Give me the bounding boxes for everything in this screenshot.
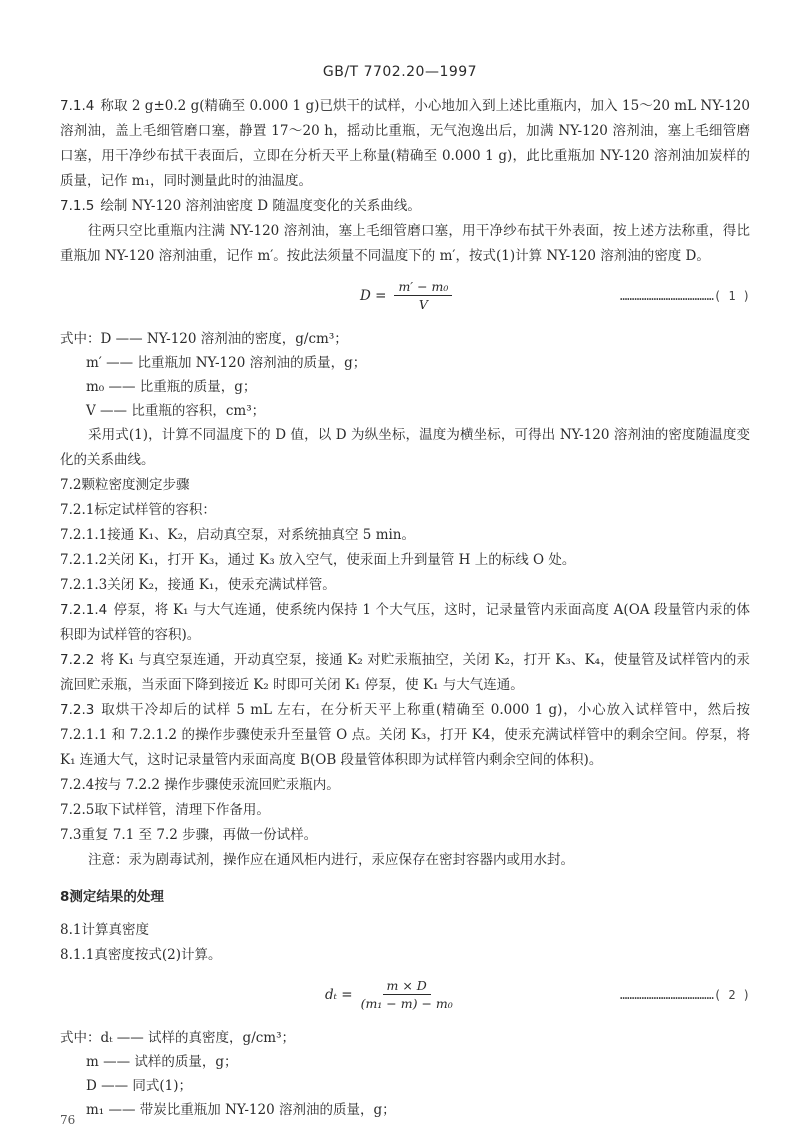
clause-number: 8.1.1 [60, 947, 95, 963]
clause-text: 停泵，将 K₁ 与大气连通，使系统内保持 1 个大气压，这时，记录量管内汞面高度 A(OA 段量管内汞的体积即为试样管的容积)。 [60, 602, 750, 643]
clause-number: 7.2.1.3 [60, 577, 108, 593]
clause-7-2-1-4 [60, 598, 750, 648]
formula-denominator: V [418, 297, 428, 312]
where-line: V —— 比重瓶的容积，cm³； [86, 403, 266, 419]
clause-text: 关闭 K₂，接通 K₁，使汞充满试样管。 [107, 577, 336, 593]
where-line: m₁ —— 带炭比重瓶加 NY-120 溶剂油的质量，g； [86, 1102, 396, 1118]
clause-number: 7.2.1.2 [60, 552, 108, 568]
clause-text: 将 K₁ 与真空泵连通，开动真空泵，接通 K₂ 对贮汞瓶抽空，关闭 K₂，打开 K₃、K₄，使量管及试样管内的汞流回贮汞瓶，当汞面下降到接近 K₂ 时即可关闭 K₁ 停泵，使 K₁ 与大气连通。 [60, 652, 750, 693]
formula-2 [60, 974, 750, 1022]
where-line: m₀ —— 比重瓶的质量，g； [86, 379, 257, 395]
page-number: 76 [60, 1113, 76, 1127]
section-title: 测定结果的处理 [69, 889, 164, 905]
clause-text: 取下试样管，清理下作备用。 [94, 802, 270, 818]
clause-text: 关闭 K₁，打开 K₃，通过 K₃ 放入空气，使汞面上升到量管 H 上的标线 O 处。 [107, 552, 576, 568]
clause-7-1-5-body: 往两只空比重瓶内注满 NY-120 溶剂油，塞上毛细管磨口塞，用干净纱布拭干外表面，按上述方法称重，得比重瓶加 NY-120 溶剂油重，记作 m′。按此法须量不同温度下的 m′，按式(1)计算 NY-120 溶剂油的密度 D。 [60, 223, 750, 264]
clause-number: 7.2.3 [60, 702, 95, 718]
formula-1 [60, 275, 750, 323]
clause-text: 接通 K₁、K₂，启动真空泵，对系统抽真空 5 min。 [107, 527, 416, 543]
clause-8-1-1 [60, 943, 750, 968]
where-line: 式中：D —— NY-120 溶剂油的密度，g/cm³； [60, 331, 348, 347]
clause-text: 按与 7.2.2 操作步骤使汞流回贮汞瓶内。 [94, 777, 340, 793]
clause-text: 颗粒密度测定步骤 [81, 477, 190, 493]
clause-number: 8.1 [60, 922, 82, 938]
document-body [60, 94, 750, 1122]
section-number: 8 [60, 889, 70, 905]
after-formula-1: 采用式(1)，计算不同温度下的 D 值，以 D 为纵坐标，温度为横坐标，可得出 NY-120 溶剂油的密度随温度变化的关系曲线。 [60, 427, 750, 468]
clause-7-2-1 [60, 498, 750, 523]
clause-text: 真密度按式(2)计算。 [94, 947, 222, 963]
clause-7-2-1-2 [60, 548, 750, 573]
clause-number: 7.2.4 [60, 777, 95, 793]
clause-7-3 [60, 823, 750, 848]
clause-text: 取烘干冷却后的试样 5 mL 左右，在分析天平上称重(精确至 0.000 1 g)，小心放入试样管中，然后按 7.2.1.1 和 7.2.1.2 的操作步骤使汞升至量管 O 点。关闭 K₃，打开 K4，使汞充满试样管中的剩余空间。停泵，将 K₁ 连通大气，这时记录量管内汞面高度 B(OB 段量管体积即为试样管内剩余空间的体积)。 [60, 702, 750, 768]
clause-number: 7.2.5 [60, 802, 95, 818]
clause-text: 标定试样管的容积： [94, 502, 216, 518]
clause-text: 计算真密度 [81, 922, 149, 938]
clause-7-2-4 [60, 773, 750, 798]
clause-8-1 [60, 918, 750, 943]
clause-7-1-5 [60, 194, 750, 219]
formula-lhs: dₜ = [325, 986, 353, 1003]
clause-number: 7.3 [60, 827, 82, 843]
where-line: 式中：dₜ —— 试样的真密度，g/cm³； [60, 1030, 296, 1046]
clause-7-2-2 [60, 648, 750, 698]
clause-number: 7.2.1 [60, 502, 95, 518]
section-8-heading [60, 885, 750, 910]
formula-denominator: (m₁ − m) − m₀ [360, 996, 453, 1011]
where-line: D —— 同式(1)； [86, 1078, 193, 1094]
standard-header: GB/T 7702.20—1997 [322, 64, 478, 80]
clause-text: 绘制 NY-120 溶剂油密度 D 随温度变化的关系曲线。 [100, 198, 421, 214]
where-line: m —— 试样的质量，g； [86, 1054, 238, 1070]
equation-number: …………………………………( 1 ) [619, 289, 750, 303]
clause-7-1-4 [60, 94, 750, 194]
formula-lhs: D = [360, 287, 387, 304]
clause-number: 7.2.1.1 [60, 527, 108, 543]
clause-7-2-3 [60, 698, 750, 773]
clause-text: 称取 2 g±0.2 g(精确至 0.000 1 g)已烘干的试样，小心地加入到上述比重瓶内，加入 15～20 mL NY-120 溶剂油，盖上毛细管磨口塞，静置 17～20 h，摇动比重瓶，无气泡逸出后，加满 NY-120 溶剂油，塞上毛细管磨口塞，用干净纱布拭干表面后，立即在分析天平上称量(精确至 0.000 1 g)，此比重瓶加 NY-120 溶剂油加炭样的质量，记作 m₁，同时测量此时的油温度。 [60, 98, 750, 189]
equation-number: …………………………………( 2 ) [619, 988, 750, 1002]
clause-text: 重复 7.1 至 7.2 步骤，再做一份试样。 [81, 827, 318, 843]
formula-2-expression [325, 978, 453, 1011]
clause-7-2-1-1 [60, 523, 750, 548]
clause-number: 7.2.1.4 [60, 602, 108, 618]
clause-number: 7.1.4 [60, 98, 95, 114]
where-line: m′ —— 比重瓶加 NY-120 溶剂油的质量，g； [86, 355, 367, 371]
clause-number: 7.2 [60, 477, 82, 493]
clause-number: 7.1.5 [60, 198, 95, 214]
clause-7-2 [60, 473, 750, 498]
clause-number: 7.2.2 [60, 652, 95, 668]
clause-7-2-5 [60, 798, 750, 823]
formula-numerator: m × D [383, 978, 431, 995]
formula-1-expression [360, 279, 452, 312]
safety-note: 注意：汞为剧毒试剂，操作应在通风柜内进行，汞应保存在密封容器内或用水封。 [88, 852, 574, 868]
clause-7-2-1-3 [60, 573, 750, 598]
formula-numerator: m′ − m₀ [394, 279, 452, 296]
